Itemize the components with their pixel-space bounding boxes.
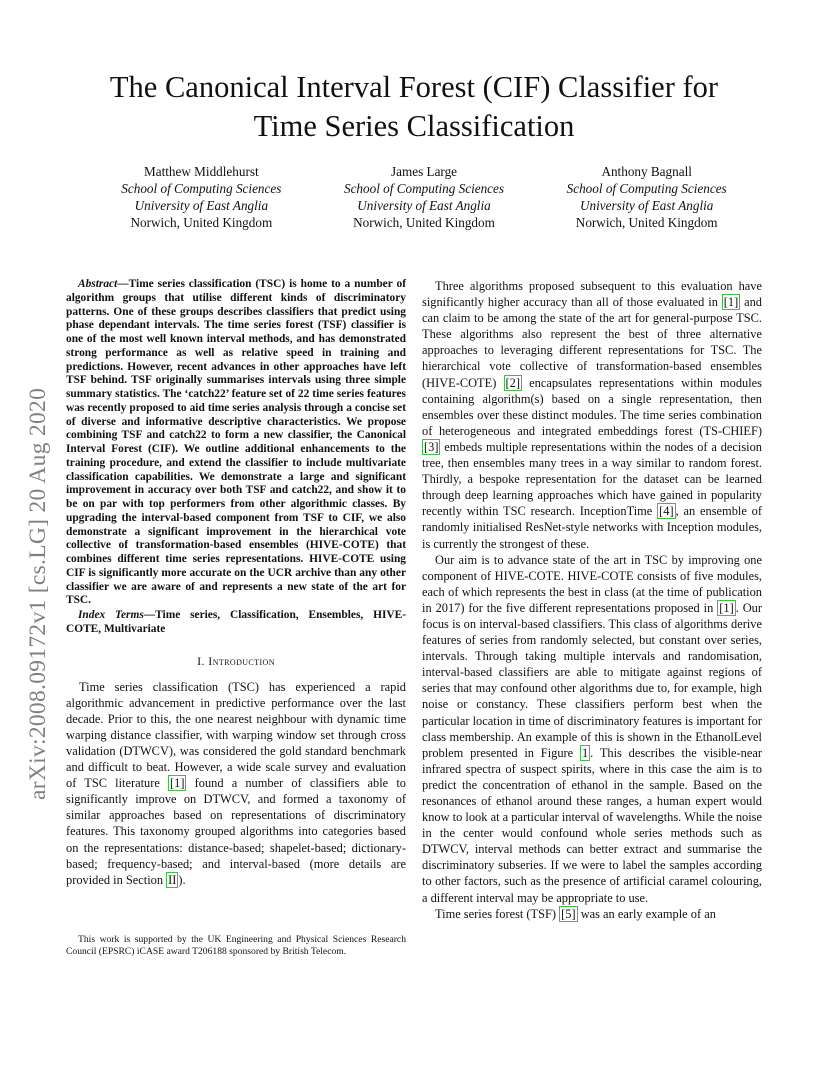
author-dept: School of Computing Sciences bbox=[343, 181, 505, 196]
citation-link[interactable]: [3] bbox=[424, 439, 439, 454]
index-terms bbox=[66, 609, 406, 637]
text-run: and can claim to be among the state of the art for general-purpose TSC. These algorithms also represent the best of three alternative approaches to leveraging different representations for TSC. The hierarchical vote collective of transformation-based ensembles (HIVE-COTE) bbox=[422, 295, 762, 390]
text-run: encapsulates representations within modules containing algorithm(s) based on a single representation, then ensembles over these distinct modules. The time series combination of heterogeneous and integrated embeddings forest (TS-CHIEF) bbox=[422, 375, 762, 438]
text-run: Three algorithms proposed subsequent to this evaluation have significantly higher accuracy than all of those evaluated in bbox=[422, 279, 762, 310]
abstract-text: —Time series classification (TSC) is home to a number of algorithm groups that utilise different kinds of discriminatory patterns. One of these groups describes classifiers that predict using phase dependant intervals. The time series forest (TSF) classifier is one of the most well known interval methods, and has demonstrated strong performance as well as relative speed in training and predictions. However, recent advances in other approaches have left TSF behind. TSF originally summarises intervals using three simple summary statistics. The ‘catch22’ feature set of 22 time series features was recently proposed to aid time series analysis through a concise set of diverse and informative descriptive characteristics. We propose combining TSF and catch22 to form a new classifier, the Canonical Interval Forest (CIF). We outline additional enhancements to the training procedure, and extend the classifier to include multivariate classification capabilities. We demonstrate a large and significant improvement in accuracy over both TSF and catch22, and show it to be on par with top performers from other algorithmic classes. By upgrading the interval-based component from TSF to CIF, we also demonstrate a significant improvement in the hierarchical vote collective of transformation-based ensembles (HIVE-COTE) that combines different time series representations. HIVE-COTE using CIF is significantly more accurate on the UCR archive than any other classifier we are aware of and represents a new state of the art for TSC. bbox=[66, 278, 406, 607]
citation-link[interactable]: [5] bbox=[561, 906, 576, 921]
right-column bbox=[422, 278, 762, 922]
author-university: University of East Anglia bbox=[134, 198, 269, 213]
citation-link[interactable]: [1] bbox=[719, 600, 734, 615]
text-run: Our aim is to advance state of the art in TSC by improving one component of HIVE-COTE. HIVE-COTE consists of five modules, each of which represents the best in class (at the time of publication in 2017) for the five different representations proposed in bbox=[422, 552, 762, 615]
arxiv-identifier: arXiv:2008.09172v1 [cs.LG] 20 Aug 2020 bbox=[25, 387, 51, 800]
abstract-label: Abstract bbox=[78, 278, 118, 290]
abstract bbox=[66, 278, 406, 608]
text-run: ). bbox=[178, 872, 186, 887]
author-dept: School of Computing Sciences bbox=[121, 181, 282, 196]
paragraph-aim bbox=[422, 552, 762, 906]
citation-link[interactable]: [2] bbox=[505, 375, 520, 390]
author-location: Norwich, United Kingdom bbox=[353, 215, 495, 230]
author-2 bbox=[313, 163, 536, 231]
footnote: This work is supported by the UK Engineering and Physical Sciences Research Council (EPSRC) iCASE award T206188 sponsored by British Telecom. bbox=[66, 934, 406, 957]
citation-link[interactable]: [1] bbox=[723, 295, 739, 310]
left-column bbox=[66, 278, 406, 888]
title-line-2: Time Series Classification bbox=[253, 109, 575, 143]
index-terms-label: Index Terms bbox=[78, 609, 144, 621]
text-run: , an ensemble of randomly initialised ResNet-style networks with Inception modules, is currently the strongest of these. bbox=[422, 504, 762, 551]
section-link[interactable]: II bbox=[168, 872, 177, 887]
author-location: Norwich, United Kingdom bbox=[130, 215, 273, 230]
title-line-1: The Canonical Interval Forest (CIF) Classifier for bbox=[109, 70, 719, 104]
author-university: University of East Anglia bbox=[579, 198, 714, 213]
text-run: . This describes the visible-near infrared spectra of suspect spirits, where in this case the aim is to predict the concentration of ethanol in the sample. Based on the resonances of ethanol around these ranges, a human expert would know to look at a particular interval of wavelengths. While the noise in the center would confound whole series methods such as DTWCV, interval methods can better extract and summarise the discriminatory subseries. If we were to label the samples according to other factors, such as the presence of artificial caramel colouring, a different interval may be appropriate to use. bbox=[422, 745, 762, 905]
section-heading-introduction: I. Introduction bbox=[197, 653, 275, 668]
author-name: Matthew Middlehurst bbox=[144, 164, 259, 179]
author-university: University of East Anglia bbox=[357, 198, 491, 213]
citation-link[interactable]: [4] bbox=[659, 504, 674, 519]
author-1 bbox=[90, 163, 313, 231]
paragraph-algorithms bbox=[422, 278, 762, 552]
text-run: . Our focus is on interval-based classifiers. This class of algorithms derive features of series from randomly selected, but constant over series, intervals. Through taking multiple intervals and randomisation, interval-based classifiers are able to mitigate against regions of series that may confound other algorithms due to, for example, high noise or constancy. These classifiers perform best when the particular location in time of discriminatory features is important for class membership. An example of this is shown in the EthanolLevel problem presented in Figure bbox=[422, 600, 762, 760]
paragraph-tsf bbox=[422, 906, 762, 922]
paper-title bbox=[40, 68, 788, 146]
intro-paragraph bbox=[66, 679, 406, 888]
text-run: was an early example of an bbox=[577, 906, 716, 921]
author-name: James Large bbox=[390, 164, 458, 179]
text-run: Time series forest (TSF) bbox=[435, 906, 560, 921]
author-name: Anthony Bagnall bbox=[601, 164, 692, 179]
author-3 bbox=[535, 163, 758, 231]
citation-link[interactable]: [1] bbox=[170, 776, 185, 791]
author-dept: School of Computing Sciences bbox=[566, 181, 727, 196]
figure-link[interactable]: 1 bbox=[581, 745, 589, 760]
author-location: Norwich, United Kingdom bbox=[575, 215, 718, 230]
index-terms-text: —Time series, Classification, Ensembles, HIVE-COTE, Multivariate bbox=[66, 609, 406, 635]
text-run: Time series classification (TSC) has experienced a rapid algorithmic advancement in predictive performance over the last decade. Prior to this, the one nearest neighbour with dynamic time warping distance classifier, with warping window set through cross validation (DTWCV), was considered the gold standard benchmark and difficult to beat. However, a wide scale survey and evaluation of TSC literature bbox=[66, 679, 406, 791]
text-run: found a number of classifiers able to significantly improve on DTWCV, and formed a taxonomy of similar approaches based on representations of discriminatory features. This taxonomy grouped algorithms into categories based on the representations: distance-based; shapelet-based; dictionary-based; frequency-based; and interval-based (more details are provided in Section bbox=[66, 776, 406, 887]
author-block bbox=[90, 163, 758, 231]
text-run: embeds multiple representations within the nodes of a decision tree, then ensembles many trees in a way similar to random forest. Thirdly, a bespoke representation for the dataset can be learned through deep learning approaches which have gained in popularity recently within TSC research. InceptionTime bbox=[422, 439, 762, 519]
